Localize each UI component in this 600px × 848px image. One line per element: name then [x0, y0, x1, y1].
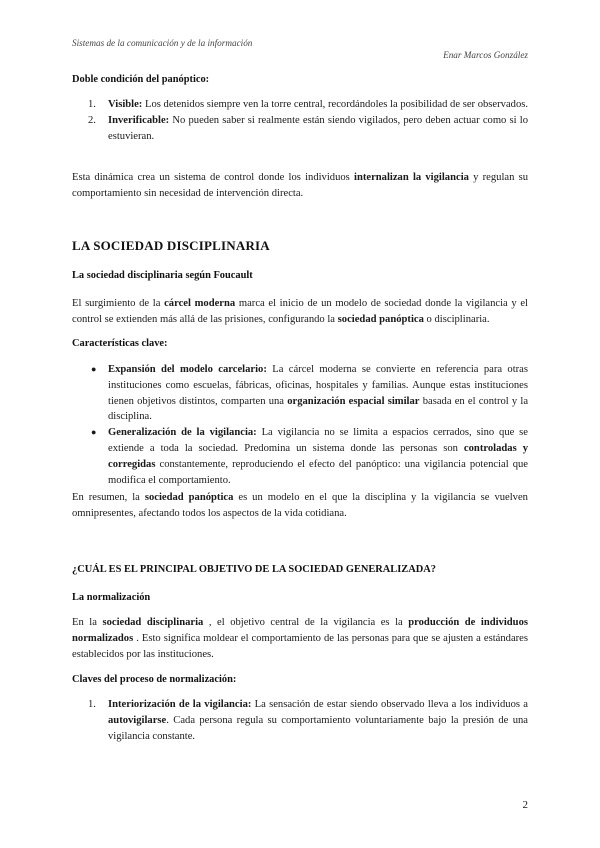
subtitle-foucault: La sociedad disciplinaria según Foucault — [72, 270, 253, 281]
list-item — [72, 113, 528, 145]
list-item-term: Visible: — [108, 99, 143, 110]
bullet-icon: ● — [91, 364, 97, 374]
list-item: ● Generalización de la vigilancia: La vigilancia no se limita a espacios cerrados, sino que se extiende a toda la sociedad. Predomina un sistema donde las personas son controladas y corregidas constantemente, reproduciendo el efecto del panóptico: una vigilancia potencial que modifica el comportamiento. — [91, 427, 528, 486]
caracteristicas-heading: Características clave: — [72, 338, 168, 349]
list-item: ● Expansión del modelo carcelario: La cárcel moderna se convierte en referencia para otras instituciones como escuelas, fábricas, oficinas, hospitales y familias. Aunque estas instituciones tienen objetivos distintos, comparten una organización espacial similar basada en el control y la disciplina. — [91, 364, 529, 423]
bullet-icon: ● — [91, 427, 97, 438]
subtitle-normalizacion: La normalización — [72, 592, 151, 603]
list-number: 2. — [88, 114, 96, 126]
list-number: 1. — [88, 699, 96, 710]
disciplinaria-paragraph: El surgimiento de la cárcel moderna marca el inicio de un modelo de sociedad donde la vigilancia y el control se extienden más allá de las prisiones, configurando la sociedad panóptica o disciplinaria. — [72, 298, 528, 325]
section-title-objetivo: ¿CUÁL ES EL PRINCIPAL OBJETIVO DE LA SOCIEDAD GENERALIZADA? — [72, 564, 436, 575]
section-title-disciplinaria: LA SOCIEDAD DISCIPLINARIA — [72, 238, 270, 253]
resumen-paragraph: En resumen, la sociedad panóptica es un modelo en el que la disciplina y la vigilancia se vuelven omnipresentes, afectando todos los aspectos de la vida cotidiana. — [72, 492, 528, 519]
normalizacion-paragraph: En la sociedad disciplinaria , el objetivo central de la vigilancia es la producción de individuos normalizados . Esto significa moldear el comportamiento de las personas para que se ajusten a estándares establecidos por las instituciones. — [72, 617, 528, 660]
header-document-title: Sistemas de la comunicación y de la información — [72, 38, 253, 48]
list-item-text: No pueden saber si realmente están siendo vigilados, pero deben actuar como si lo estuvieran. — [108, 114, 528, 142]
list-number: 1. — [88, 99, 96, 110]
caracteristicas-list — [72, 362, 528, 488]
claves-list — [72, 697, 528, 744]
panoptico-list — [72, 97, 528, 144]
panoptico-heading: Doble condición del panóptico: — [72, 74, 210, 85]
header-author: Enar Marcos González — [443, 50, 528, 60]
list-item-text: Los detenidos siempre ven la torre central, recordándoles la posibilidad de ser observados. — [142, 99, 529, 110]
list-item: 1. Interiorización de la vigilancia: La sensación de estar siendo observado lleva a los individuos a autovigilarse. Cada persona regula su comportamiento voluntariamente bajo la presión de una vigilancia constante. — [88, 699, 528, 742]
claves-heading: Claves del proceso de normalización: — [72, 674, 237, 685]
page-number: 2 — [522, 799, 528, 811]
list-item-term: Inverificable: — [108, 114, 170, 126]
panoptico-paragraph: Esta dinámica crea un sistema de control donde los individuos internalizan la vigilancia y regulan su comportamiento sin necesidad de intervención directa. — [72, 172, 529, 199]
list-item — [72, 97, 528, 113]
